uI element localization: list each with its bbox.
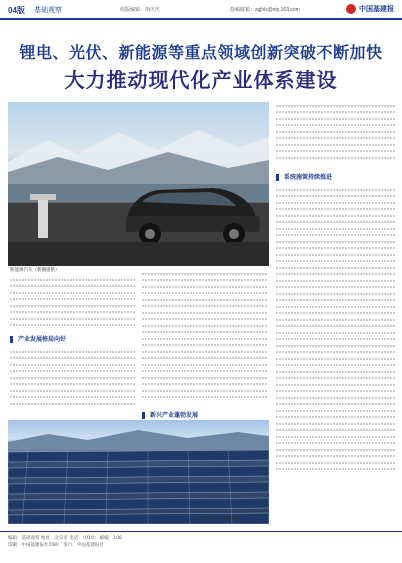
headline-kicker: 锂电、光伏、新能源等重点领域创新突破不断加快 <box>19 43 383 62</box>
page-footer <box>0 531 402 563</box>
logo-icon <box>346 4 356 14</box>
page-number: 04版 <box>8 6 25 15</box>
page-header <box>0 0 402 20</box>
newspaper-logo <box>346 4 394 14</box>
headline-main: 大力推动现代化产业体系建设 <box>64 68 338 92</box>
article-column-right-1 <box>276 102 396 168</box>
article-column-left-2 <box>10 348 135 410</box>
editor-credit: 组版编辑：胡庆庆 <box>120 7 161 13</box>
photo2-caption <box>200 516 266 523</box>
electric-car-photo <box>8 102 269 266</box>
article-column-middle <box>142 270 267 410</box>
footer-line-1: 编辑：基础观察 地址：北京市 电话：（010） 邮编：100 <box>8 536 122 541</box>
article-column-left-1 <box>10 276 135 332</box>
footer-line-2: 印刷：中国基建报社印刷厂 发行：中国基建报社 <box>8 543 104 548</box>
subhead-emerging-industries: 新兴产业蓬勃发展 <box>142 412 260 419</box>
car-scene-illustration <box>8 102 269 266</box>
photo2-caption-text: 光伏发电（新疆提供） <box>200 516 245 521</box>
section-name: 基础观察 <box>34 7 62 14</box>
submission-email: 投稿邮箱：zgjhls@vip.163.com <box>230 7 300 13</box>
article-column-right-2 <box>276 186 396 524</box>
brand-name: 中国基建报 <box>359 6 394 13</box>
solar-panels-illustration <box>8 420 269 524</box>
solar-farm-photo <box>8 420 269 524</box>
subhead-industry-pattern: 产业发展格局向好 <box>10 336 128 343</box>
subhead-systematic-policy: 系统施策持续推进 <box>276 174 394 181</box>
photo1-caption-text: 新能源汽车（新疆提供） <box>10 268 60 273</box>
article-column-left-3 <box>10 412 135 418</box>
